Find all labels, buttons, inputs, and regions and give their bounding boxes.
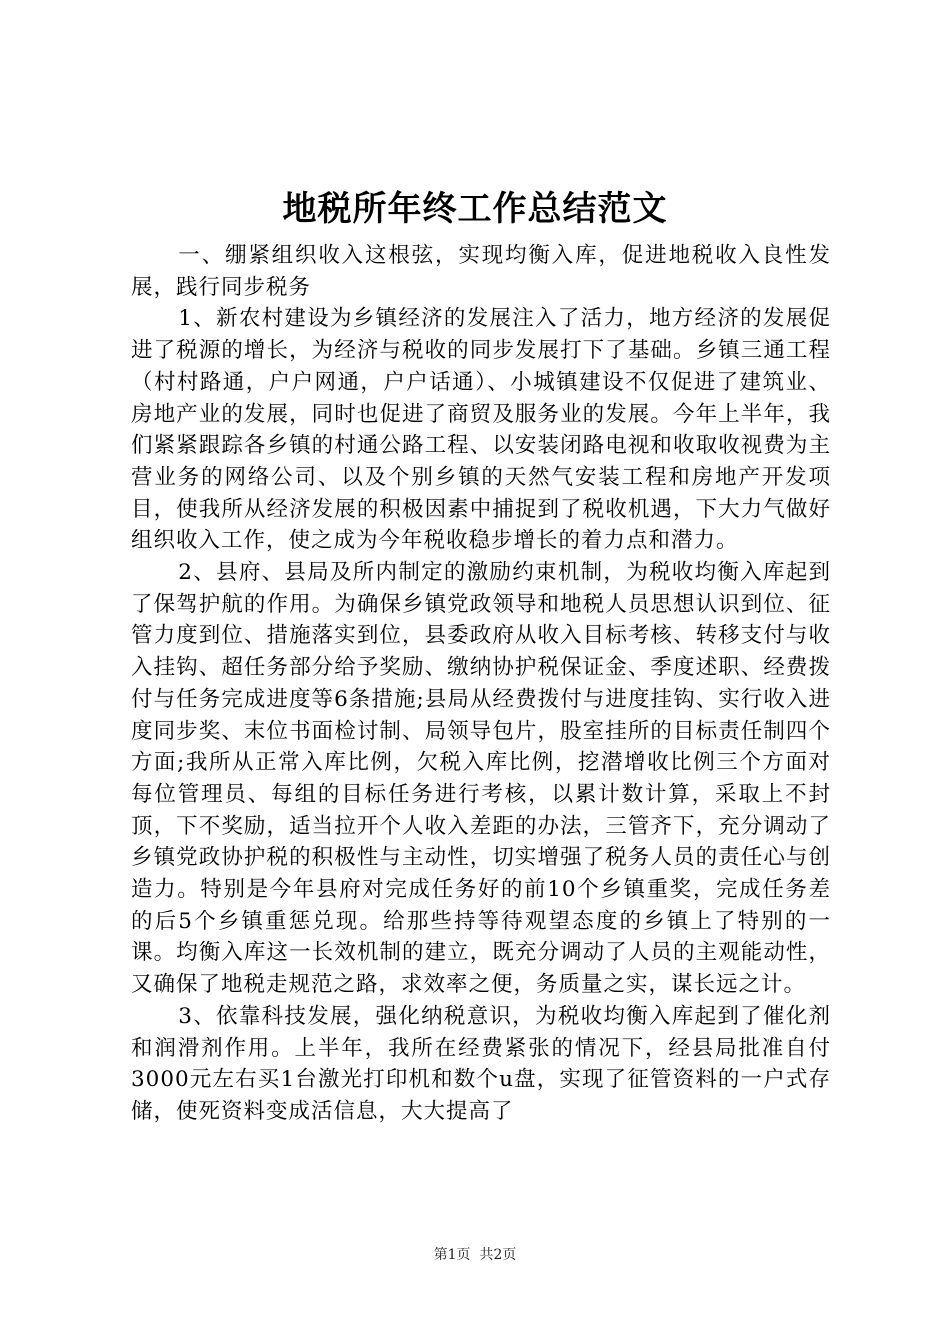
paragraph-item-1: 1、新农村建设为乡镇经济的发展注入了活力，地方经济的发展促进了税源的增长，为经济与税收的同步发展打下了基础。乡镇三通工程（村村路通，户户网通，户户话通）、小城镇建设不仅促进了建筑业、房地产业的发展，同时也促进了商贸及服务业的发展。今年上半年，我们紧紧跟踪各乡镇的村通公路工程、以安装闭路电视和收取收视费为主营业务的网络公司、以及个别乡镇的天然气安装工程和房地产开发项目，使我所从经济发展的积极因素中捕捉到了税收机遇，下大力气做好组织收入工作，使之成为今年税收稳步增长的着力点和潜力。	[131, 306, 831, 554]
paragraph-section-heading: 一、绷紧组织收入这根弦，实现均衡入库，促进地税收入良性发展，践行同步税务	[131, 243, 831, 300]
page-total: 共2页	[479, 1247, 517, 1263]
document-body	[131, 240, 831, 1128]
page-footer	[0, 1245, 950, 1265]
page-number: 第1页	[433, 1247, 471, 1263]
document-title: 地税所年终工作总结范文	[282, 189, 668, 229]
paragraph-item-3: 3、依靠科技发展，强化纳税意识，为税收均衡入库起到了催化剂和润滑剂作用。上半年，我所在经费紧张的情况下，经县局批准自付3000元左右买1台激光打印机和数个u盘，实现了征管资料的一户式存储，使死资料变成活信息，大大提高了	[131, 1003, 831, 1124]
paragraph-item-2: 2、县府、县局及所内制定的激励约束机制，为税收均衡入库起到了保驾护航的作用。为确保乡镇党政领导和地税人员思想认识到位、征管力度到位、措施落实到位，县委政府从收入目标考核、转移支付与收入挂钩、超任务部分给予奖励、缴纳协护税保证金、季度述职、经费拨付与任务完成进度等6条措施;县局从经费拨付与进度挂钩、实行收入进度同步奖、末位书面检讨制、局领导包片，股室挂所的目标责任制四个方面;我所从正常入库比例，欠税入库比例，挖潜增收比例三个方面对每位管理员、每组的目标任务进行考核，以累计数计算，采取上不封顶，下不奖励，适当拉开个人收入差距的办法，三管齐下，充分调动了乡镇党政协护税的积极性与主动性，切实增强了税务人员的责任心与创造力。特别是今年县府对完成任务好的前10个乡镇重奖，完成任务差的后5个乡镇重惩兑现。给那些持等待观望态度的乡镇上了特别的一课。均衡入库这一长效机制的建立，既充分调动了人员的主观能动性，又确保了地税走规范之路，求效率之便，务质量之实，谋长远之计。	[131, 560, 831, 998]
